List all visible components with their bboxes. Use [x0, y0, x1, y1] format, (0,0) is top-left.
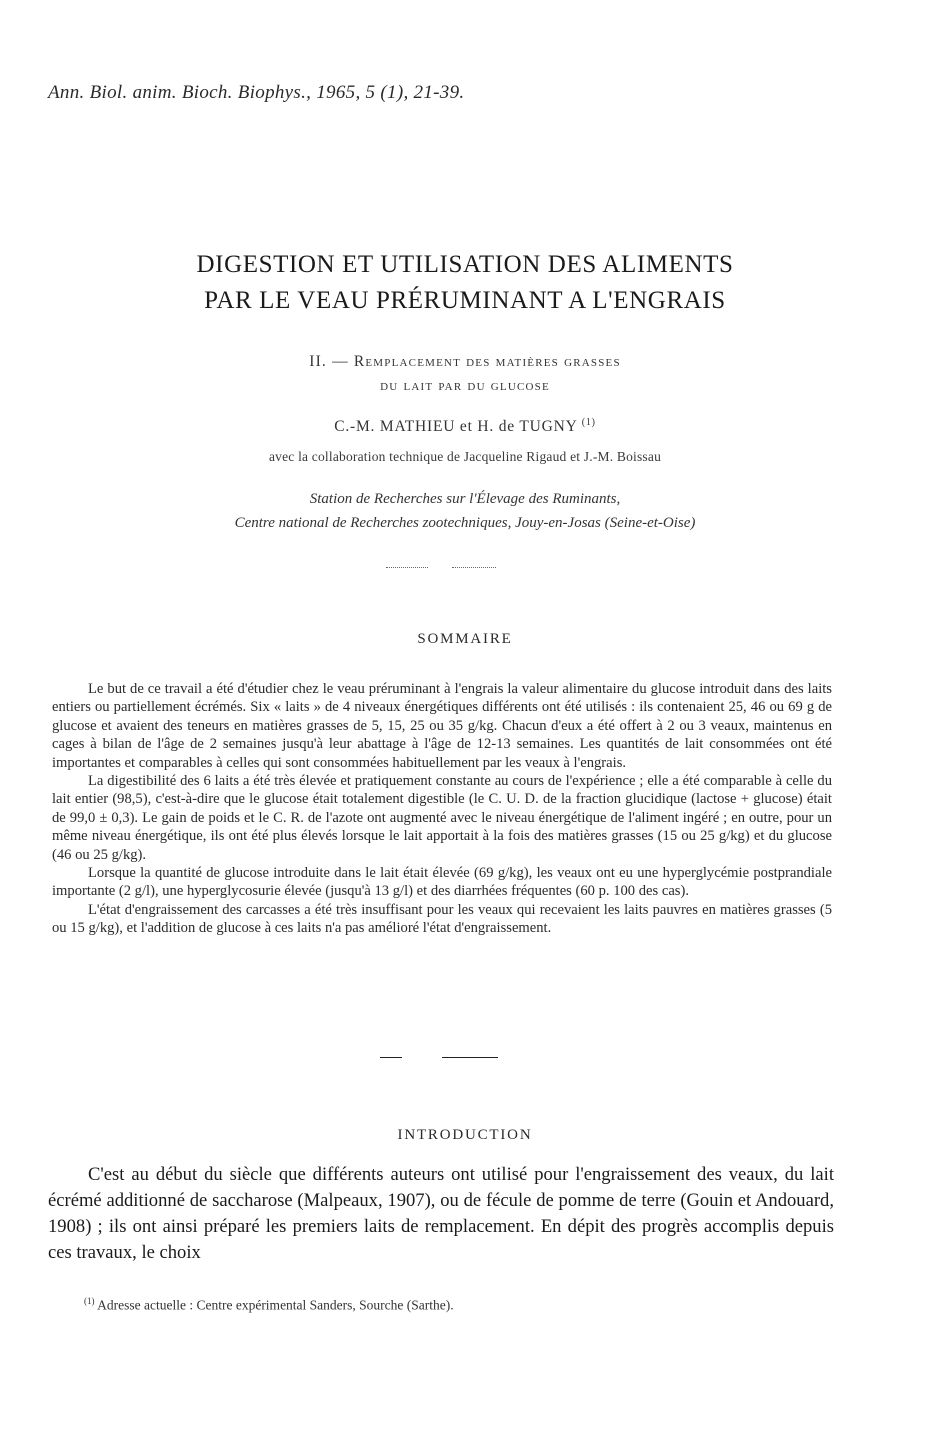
- separator-rule: [386, 567, 428, 568]
- separator-rule: [380, 1057, 402, 1058]
- footnote: [84, 1296, 454, 1314]
- summary-body: [52, 680, 832, 938]
- introduction-heading: INTRODUCTION: [397, 1127, 533, 1143]
- affiliation: [0, 487, 930, 535]
- part-line-2: du lait par du glucose: [380, 377, 550, 394]
- title-line-2: PAR LE VEAU PRÉRUMINANT A L'ENGRAIS: [204, 287, 726, 314]
- authors-footnote-mark: (1): [581, 417, 596, 428]
- summary-paragraph-3: Lorsque la quantité de glucose introduite dans le lait était élevée (69 g/kg), les veaux ont eu une hyperglycémie postprandiale importante (2 g/l), une hyperglycosurie élevée (jusqu'à 13 g/l) et des diarrhées fréquentes (60 p. 100 des cas).: [52, 865, 832, 900]
- part-line-1: II. — Remplacement des matières grasses: [309, 353, 621, 370]
- footnote-text: Adresse actuelle : Centre expérimental Sanders, Sourche (Sarthe).: [97, 1297, 454, 1313]
- summary-paragraph-4: L'état d'engraissement des carcasses a été très insuffisant pour les veaux qui recevaient les laits pauvres en matières grasses (5 ou 15 g/kg), et l'addition de glucose à ces laits n'a pas amélioré l'état d'engraissement.: [52, 901, 832, 937]
- authors-names: C.-M. MATHIEU et H. de TUGNY: [334, 418, 578, 436]
- authors: [0, 417, 930, 436]
- collaboration-note: avec la collaboration technique de Jacqueline Rigaud et J.-M. Boissau: [268, 449, 662, 464]
- summary-paragraph-2: La digestibilité des 6 laits a été très élevée et pratiquement constante au cours de l'expérience ; elle a été comparable à celle du lait entier (98,5), c'est-à-dire que le glucose était totalement digestible (le C. U. D. de la fraction glucidique (lactose + glucose) était de 99,0 ± 0,3). Le gain de poids et le C. R. de l'azote ont augmenté avec le niveau énergétique de l'aliment ingéré ; en outre, pour un même niveau énergétique, ils ont été plus élevés lorsque le lait apportait à la fois des matières grasses (15 ou 25 g/kg) et du glucose (46 ou 25 g/kg).: [52, 773, 832, 863]
- title-line-1: DIGESTION ET UTILISATION DES ALIMENTS: [196, 251, 734, 278]
- introduction-paragraph: C'est au début du siècle que différents auteurs ont utilisé pour l'engraissement des veaux, du lait écrémé additionné de saccharose (Malpeaux, 1907), ou de fécule de pomme de terre (Gouin et Andouard, 1908) ; ils ont ainsi préparé les premiers laits de remplacement. En dépit des progrès accomplis depuis ces travaux, le choix: [48, 1164, 834, 1263]
- journal-reference: Ann. Biol. anim. Bioch. Biophys., 1965, 5 (1), 21-39.: [48, 82, 465, 103]
- affiliation-line-2: Centre national de Recherches zootechniques, Jouy-en-Josas (Seine-et-Oise): [234, 515, 696, 531]
- summary-heading: SOMMAIRE: [417, 631, 513, 647]
- separator-rule: [452, 567, 496, 568]
- summary-paragraph-1: Le but de ce travail a été d'étudier chez le veau préruminant à l'engrais la valeur alimentaire du glucose introduit dans des laits entiers ou partiellement écrémés. Six « laits » de 4 niveaux énergétiques différents ont été utilisés : ils contenaient 25, 46 ou 69 g de glucose et avaient des teneurs en matières grasses de 5, 15, 25 ou 35 g/kg. Chacun d'eux a été offert à 2 ou 3 veaux, maintenus en cages à bilan de l'âge de 2 semaines jusqu'à leur abattage à l'âge de 12-13 semaines. Les quantités de lait consommées ont été importantes et comparables à celles qui sont consommées habituellement par les veaux à l'engrais.: [52, 681, 832, 771]
- separator-rule: [442, 1057, 498, 1058]
- part-subtitle: [0, 350, 930, 398]
- affiliation-line-1: Station de Recherches sur l'Élevage des Ruminants,: [309, 491, 621, 507]
- footnote-mark: (1): [84, 1296, 95, 1306]
- article-title: [0, 247, 930, 319]
